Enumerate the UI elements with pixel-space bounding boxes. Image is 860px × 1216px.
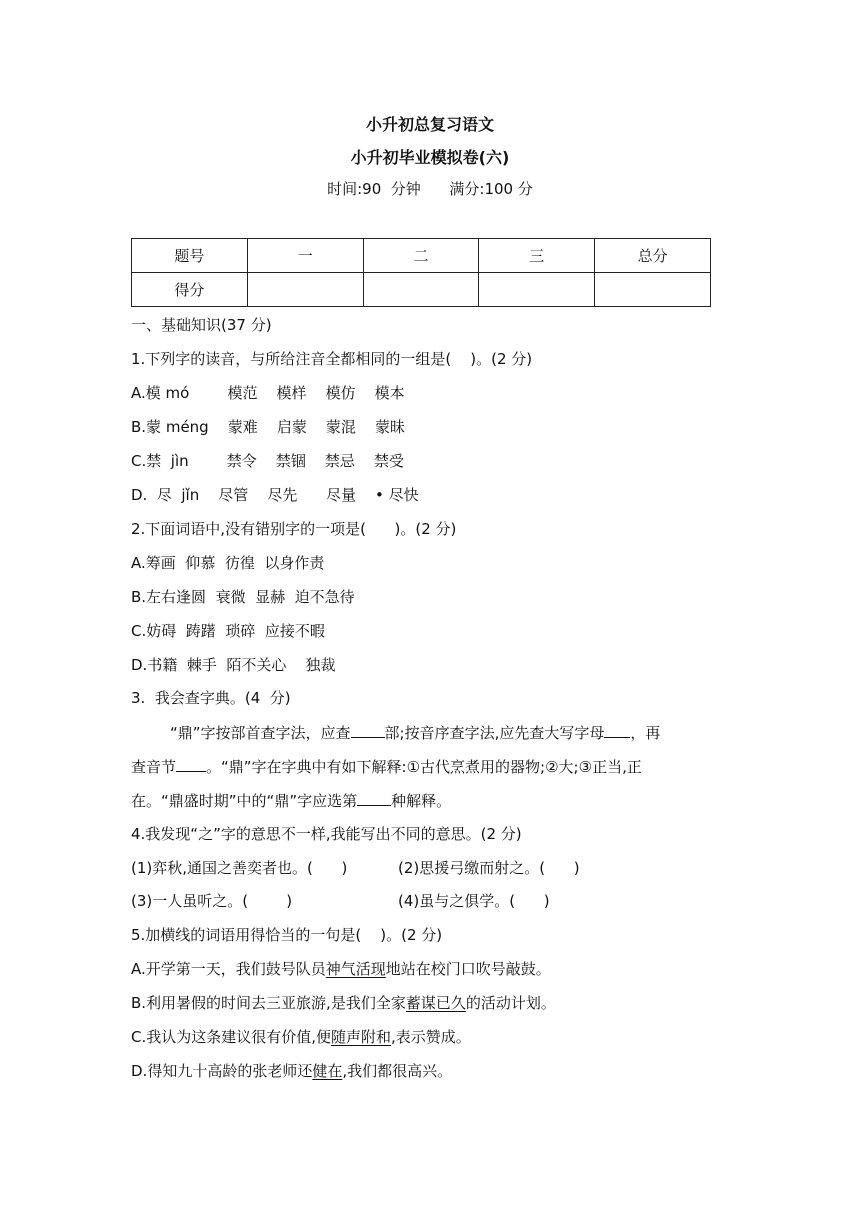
table-row <box>132 239 711 273</box>
table-cell: 二 <box>363 239 479 273</box>
q3-text: 。“鼎”字在字典中有如下解释:①古代烹煮用的器物;②大;③正当,正 <box>206 758 642 776</box>
score-cell[interactable] <box>247 273 363 307</box>
table-cell: 三 <box>479 239 595 273</box>
question-2-option-b: B.左右逢圆 衰微 显赫 迫不急待 <box>131 588 355 606</box>
question-3-line-2 <box>131 756 642 777</box>
question-5-option-b <box>131 993 556 1013</box>
answer-blank[interactable] <box>357 790 391 806</box>
question-1-option-a: A.模 mó 模范 模样 模仿 模本 <box>131 384 405 402</box>
option-text: D.得知九十高龄的张老师还 <box>131 1062 313 1080</box>
question-4-item-4: (4)虽与之俱学。( ) <box>398 892 550 910</box>
score-table <box>131 238 711 307</box>
answer-blank[interactable] <box>351 722 385 738</box>
question-4-item-3: (3)一人虽听之。( ) <box>131 892 293 910</box>
q3-text: 查音节 <box>131 758 177 776</box>
question-2-option-d: D.书籍 棘手 陌不关心 独裁 <box>131 656 336 674</box>
question-1-option-d: D. 尽 jǐn 尽管 尽先 尽量 • 尽快 <box>131 486 419 504</box>
option-text: 地站在校门口吹号敲鼓。 <box>385 960 551 978</box>
q3-text: “鼎”字按部首查字法，应查 <box>170 724 351 742</box>
table-cell: 得分 <box>132 273 248 307</box>
q3-text: 在。“鼎盛时期”中的“鼎”字应选第 <box>131 792 358 810</box>
option-text: C.我认为这条建议很有价值,便 <box>131 1028 332 1046</box>
exam-info: 时间:90 分钟 满分:100 分 <box>327 180 533 198</box>
underlined-phrase: 随声附和 <box>331 1028 392 1046</box>
exam-title: 小升初毕业模拟卷(六) <box>350 148 510 167</box>
question-3-stem: 3. 我会查字典。(4 分) <box>131 689 291 707</box>
question-1-option-c: C.禁 jìn 禁令 禁锢 禁忌 禁受 <box>131 452 404 470</box>
option-text: ,我们都很高兴。 <box>342 1062 453 1080</box>
question-4-item-1: (1)弈秋,通国之善奕者也。( ) <box>131 859 348 877</box>
q3-text: 部;按音序查字法,应先查大写字母 <box>384 724 605 742</box>
section-heading: 一、基础知识(37 分) <box>131 316 272 334</box>
answer-blank[interactable] <box>176 756 206 772</box>
table-row <box>132 273 711 307</box>
score-cell[interactable] <box>479 273 595 307</box>
underlined-phrase: 神气活现 <box>325 960 386 978</box>
question-4-item-2: (2)思援弓缴而射之。( ) <box>398 859 580 877</box>
question-5-option-d <box>131 1061 452 1081</box>
score-cell[interactable] <box>363 273 479 307</box>
q3-text: ，再 <box>630 724 661 742</box>
question-3-line-1 <box>170 722 660 743</box>
question-5-option-a <box>131 959 551 979</box>
underlined-phrase: 健在 <box>312 1062 343 1080</box>
question-5-stem: 5.加横线的词语用得恰当的一句是( )。(2 分) <box>131 926 443 944</box>
underlined-phrase: 蓄谋已久 <box>405 994 466 1012</box>
q3-text: 种解释。 <box>391 792 452 810</box>
score-cell[interactable] <box>595 273 711 307</box>
question-1-stem: 1.下列字的读音，与所给注音全都相同的一组是( )。(2 分) <box>131 350 533 368</box>
table-cell: 一 <box>247 239 363 273</box>
question-2-stem: 2.下面词语中,没有错别字的一项是( )。(2 分) <box>131 520 457 538</box>
option-text: 的活动计划。 <box>465 994 556 1012</box>
question-2-option-a: A.筹画 仰慕 彷徨 以身作责 <box>131 554 325 572</box>
question-3-line-3 <box>131 790 451 811</box>
option-text: ,表示赞成。 <box>391 1028 471 1046</box>
question-2-option-c: C.妨碍 踌躇 琐碎 应接不暇 <box>131 622 325 640</box>
question-4-stem: 4.我发现“之”字的意思不一样,我能写出不同的意思。(2 分) <box>131 825 522 843</box>
table-cell: 总分 <box>595 239 711 273</box>
option-text: B.利用暑假的时间去三亚旅游,是我们全家 <box>131 994 406 1012</box>
question-5-option-c <box>131 1027 471 1047</box>
document-title: 小升初总复习语文 <box>365 115 494 134</box>
option-text: A.开学第一天，我们鼓号队员 <box>131 960 326 978</box>
answer-blank[interactable] <box>604 722 630 738</box>
question-1-option-b: B.蒙 méng 蒙难 启蒙 蒙混 蒙昧 <box>131 418 405 436</box>
table-cell: 题号 <box>132 239 248 273</box>
